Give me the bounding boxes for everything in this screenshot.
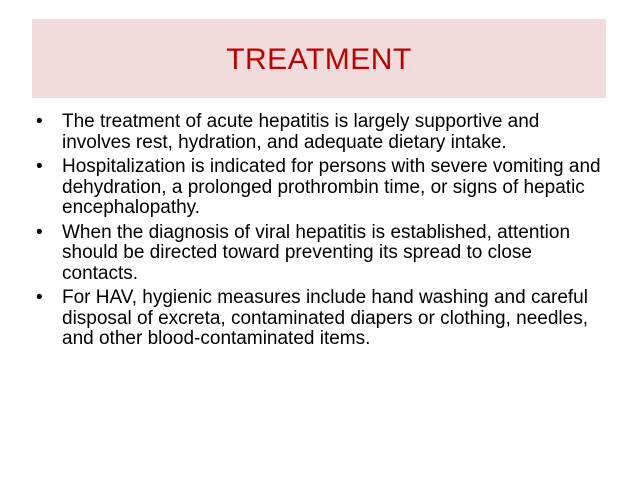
bullet-item: [32, 157, 602, 219]
bullet-list: [32, 112, 602, 354]
title-banner: [32, 19, 606, 98]
slide-title: TREATMENT: [226, 42, 412, 76]
bullet-item: [32, 112, 602, 153]
bullet-text: Hospitalization is indicated for persons with severe vomiting and dehydration, a prolonged prothrombin time, or signs of hepatic encephalopathy.: [62, 156, 601, 218]
bullet-dot-icon: •: [36, 156, 43, 177]
bullet-item: [32, 288, 602, 350]
bullet-dot-icon: •: [36, 287, 43, 308]
bullet-text: The treatment of acute hepatitis is largely supportive and involves rest, hydration, and adequate dietary intake.: [62, 111, 540, 153]
bullet-dot-icon: •: [36, 111, 43, 132]
bullet-text: When the diagnosis of viral hepatitis is established, attention should be directed toward preventing its spread to close contacts.: [62, 221, 571, 284]
bullet-text: For HAV, hygienic measures include hand washing and careful disposal of excreta, contaminated diapers or clothing, needles, and other blood-contaminated items.: [62, 287, 588, 349]
bullet-item: [32, 223, 602, 285]
bullet-dot-icon: •: [36, 221, 43, 243]
